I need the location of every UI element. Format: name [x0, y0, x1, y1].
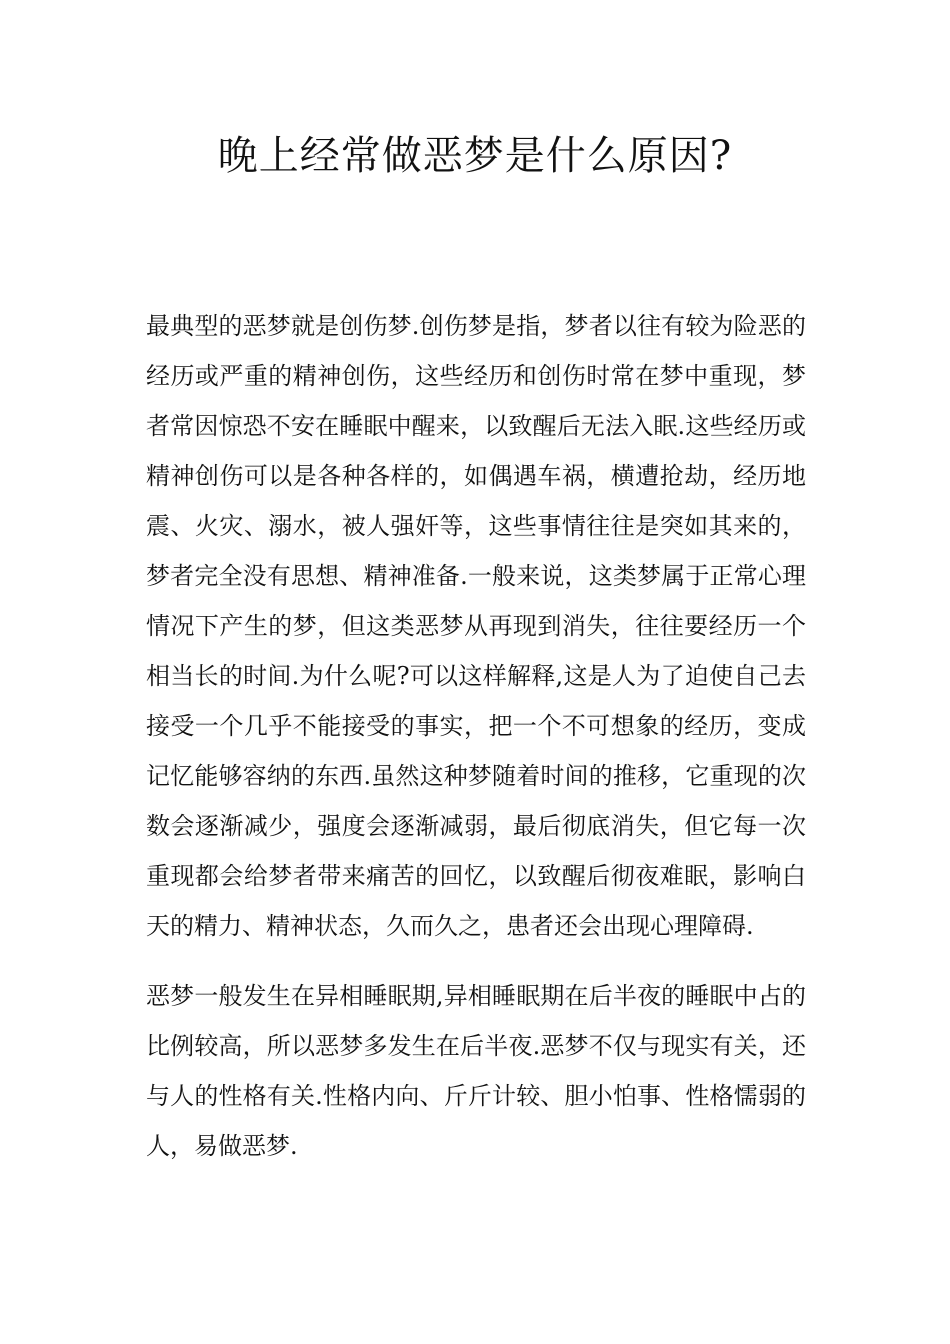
document-body: [146, 301, 806, 1191]
document-title: 晚上经常做恶梦是什么原因?: [217, 133, 733, 179]
paragraph-trauma-dreams: 最典型的恶梦就是创伤梦.创伤梦是指，梦者以往有较为险恶的经历或严重的精神创伤，这些经历和创伤时常在梦中重现，梦者常因惊恐不安在睡眠中醒来，以致醒后无法入眠.这些经历或精神创伤可以是各种各样的，如偶遇车祸，横遭抢劫，经历地震、火灾、溺水，被人强奸等，这些事情往往是突如其来的，梦者完全没有思想、精神准备.一般来说，这类梦属于正常心理情况下产生的梦，但这类恶梦从再现到消失，往往要经历一个相当长的时间.为什么呢?可以这样解释,这是人为了迫使自己去接受一个几乎不能接受的事实，把一个不可想象的经历，变成记忆能够容纳的东西.虽然这种梦随着时间的推移，它重现的次数会逐渐减少，强度会逐渐减弱，最后彻底消失，但它每一次重现都会给梦者带来痛苦的回忆，以致醒后彻夜难眠，影响白天的精力、精神状态，久而久之，患者还会出现心理障碍.: [146, 312, 806, 940]
paragraph-rem-sleep: 恶梦一般发生在异相睡眠期,异相睡眠期在后半夜的睡眠中占的比例较高，所以恶梦多发生在后半夜.恶梦不仅与现实有关，还与人的性格有关.性格内向、斤斤计较、胆小怕事、性格懦弱的人，易做恶梦.: [146, 982, 806, 1160]
